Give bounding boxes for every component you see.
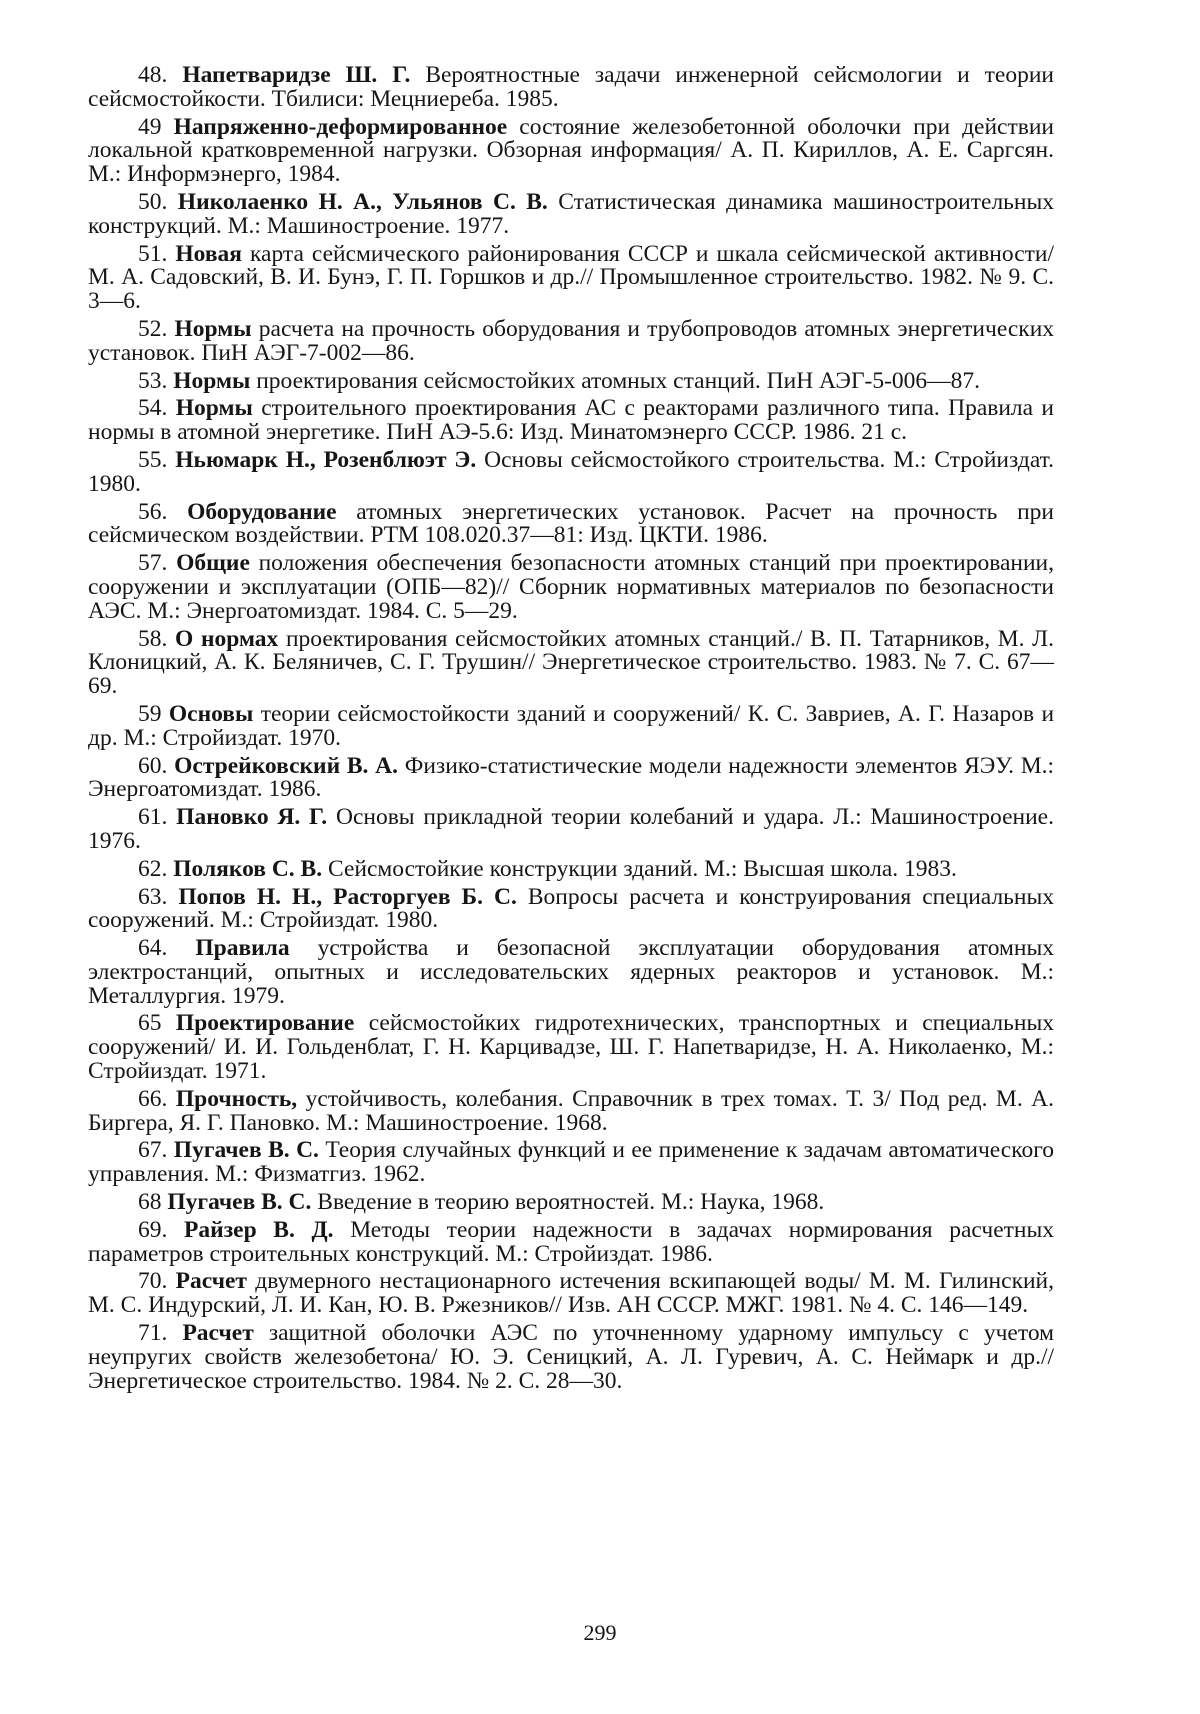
reference-bold-lead: Пугачев В. С. bbox=[167, 1189, 312, 1216]
reference-text: состояние железобетонной оболочки при действии локальной кратковременной нагрузки. Обзорная информация/ А. П. Кириллов, А. Е. Саргсян. М.: Информэнерго, 1984. bbox=[88, 113, 1054, 188]
reference-text: Теория случайных функций и ее применение к задачам автоматического управления. М.: Физматгиз. 1962. bbox=[88, 1137, 1054, 1188]
reference-number: 56. bbox=[138, 498, 168, 525]
reference-entry bbox=[88, 397, 1054, 445]
page-number: 299 bbox=[583, 1620, 617, 1645]
reference-entry bbox=[88, 552, 1054, 623]
reference-bold-lead: Нормы bbox=[175, 395, 253, 422]
reference-entry bbox=[88, 188, 1055, 239]
reference-entry bbox=[88, 1085, 1055, 1136]
reference-text: теории сейсмостойкости зданий и сооружений/ К. С. Завриев, А. Г. Назаров и др. М.: Стройиздат. 1970. bbox=[88, 700, 1055, 751]
reference-list bbox=[88, 64, 1054, 1654]
reference-number: 63. bbox=[138, 883, 168, 910]
reference-text: Методы теории надежности в задачах нормирования расчетных параметров строительных конструкций. М.: Стройиздат. 1986. bbox=[88, 1216, 1055, 1267]
reference-text: карта сейсмического районирования СССР и шкала сейсмической активности/ М. А. Садовский, В. И. Бунэ, Г. П. Горшков и др.// Промышленное строительство. 1982. № 9. С. 3—6. bbox=[88, 240, 1055, 315]
reference-entry bbox=[88, 1191, 1054, 1215]
reference-number: 60. bbox=[138, 752, 168, 779]
reference-entry bbox=[88, 700, 1055, 751]
reference-entry bbox=[88, 937, 1054, 1008]
reference-number: 48. bbox=[138, 62, 168, 88]
reference-entry bbox=[88, 752, 1055, 803]
reference-bold-lead: О нормах bbox=[175, 625, 279, 652]
reference-text: Физико-статистические модели надежности элементов ЯЭУ. М.: Энергоатомиздат. 1986. bbox=[88, 752, 1055, 803]
reference-entry bbox=[88, 446, 1055, 497]
reference-text: положения обеспечения безопасности атомных станций при проектировании, сооружении и эксплуатации (ОПБ—82)// Сборник нормативных материалов по безопасности АЭС. М.: Энергоатомиздат. 1984. С. 5—29. bbox=[88, 550, 1055, 624]
reference-number: 50. bbox=[138, 188, 168, 215]
reference-entry bbox=[88, 1012, 1054, 1083]
reference-number: 62. bbox=[138, 855, 168, 882]
reference-number: 70. bbox=[138, 1268, 168, 1295]
reference-bold-lead: Расчет bbox=[175, 1268, 247, 1295]
reference-bold-lead: Пановко Я. Г. bbox=[176, 804, 328, 831]
reference-number: 69. bbox=[138, 1216, 168, 1243]
reference-bold-lead: Попов Н. Н., Расторгуев Б. С. bbox=[178, 883, 517, 910]
reference-bold-lead: Пугачев В. С. bbox=[173, 1137, 319, 1164]
reference-number: 52. bbox=[138, 315, 168, 342]
reference-text: Основы прикладной теории колебаний и удара. Л.: Машиностроение. 1976. bbox=[88, 804, 1054, 854]
reference-number: 53. bbox=[138, 367, 168, 394]
reference-bold-lead: Основы bbox=[168, 700, 254, 727]
reference-entry bbox=[88, 498, 1054, 549]
reference-text: Статистическая динамика машиностроительных конструкций. М.: Машиностроение. 1977. bbox=[88, 188, 1055, 239]
reference-entry bbox=[88, 1322, 1054, 1393]
reference-number: 54. bbox=[138, 395, 168, 422]
reference-entry bbox=[88, 855, 1054, 882]
reference-entry bbox=[88, 315, 1055, 366]
reference-bold-lead: Ньюмарк Н., Розенблюэт Э. bbox=[175, 446, 477, 473]
reference-bold-lead: Оборудование bbox=[187, 498, 337, 525]
reference-entry bbox=[88, 806, 1054, 854]
reference-number: 71. bbox=[138, 1320, 168, 1347]
reference-number: 65 bbox=[138, 1010, 162, 1037]
reference-bold-lead: Общие bbox=[176, 550, 250, 577]
reference-text: Вероятностные задачи инженерной сейсмологии и теории сейсмостойкости. Тбилиси: Мецниереба. 1985. bbox=[88, 62, 1055, 112]
reference-text: сейсмостойких гидротехнических, транспортных и специальных сооружений/ И. И. Гольденблат, Г. Н. Карцивадзе, Ш. Г. Напетваридзе, Н. А. Николаенко, М.: Стройиздат. 1971. bbox=[88, 1010, 1054, 1085]
reference-bold-lead: Проектирование bbox=[175, 1010, 355, 1037]
reference-entry bbox=[88, 625, 1054, 700]
reference-number: 58. bbox=[138, 625, 168, 652]
reference-number: 55. bbox=[138, 446, 168, 473]
reference-number: 64. bbox=[138, 935, 168, 962]
reference-entry bbox=[88, 1216, 1055, 1267]
reference-bold-lead: Напряженно-деформированное bbox=[173, 113, 508, 140]
reference-bold-lead: Новая bbox=[175, 240, 242, 267]
reference-bold-lead: Прочность, bbox=[175, 1085, 298, 1112]
reference-number: 57. bbox=[138, 550, 168, 577]
reference-text: устойчивость, колебания. Справочник в трех томах. Т. 3/ Под ред. М. А. Биргера, Я. Г. Пановко. М.: Машиностроение. 1968. bbox=[88, 1085, 1055, 1136]
reference-text: Основы сейсмостойкого строительства. М.: Стройиздат. 1980. bbox=[88, 446, 1055, 497]
reference-number: 61. bbox=[138, 804, 168, 831]
reference-text: проектирования сейсмостойких атомных станций. ПиН АЭГ-5-006—87. bbox=[256, 367, 981, 394]
reference-bold-lead: Николаенко Н. А., Ульянов С. В. bbox=[177, 188, 548, 215]
reference-text: двумерного нестационарного истечения вскипающей воды/ М. М. Гилинский, М. С. Индурский, Л. И. Кан, Ю. В. Ржезников// Изв. АН СССР. МЖГ. 1981. № 4. С. 146—149. bbox=[88, 1268, 1055, 1319]
reference-text: атомных энергетических установок. Расчет на прочность при сейсмическом воздействии. РТМ 108.020.37—81: Изд. ЦКТИ. 1986. bbox=[88, 498, 1054, 549]
reference-bold-lead: Нормы bbox=[173, 367, 251, 394]
reference-entry bbox=[88, 64, 1054, 112]
reference-text: защитной оболочки АЭС по уточненному ударному импульсу с учетом неупругих свойств железобетона/ Ю. Э. Сеницкий, А. Л. Гуревич, А. С. Неймарк и др.// Энергетическое строительство. 1984. № 2. С. 28—30. bbox=[88, 1320, 1054, 1394]
reference-text: проектирования сейсмостойких атомных станций./ В. П. Татарников, М. Л. Клоницкий, А. К. Беляничев, С. Г. Трушин// Энергетическое строительство. 1983. № 7. С. 67—69. bbox=[88, 625, 1054, 700]
reference-entry bbox=[88, 1139, 1054, 1187]
reference-bold-lead: Правила bbox=[195, 935, 290, 962]
reference-entry bbox=[88, 240, 1055, 315]
reference-entry bbox=[88, 367, 1054, 394]
reference-text: Вопросы расчета и конструирования специальных сооружений. М.: Стройиздат. 1980. bbox=[88, 883, 1054, 934]
reference-bold-lead: Расчет bbox=[182, 1320, 254, 1347]
reference-text: расчета на прочность оборудования и трубопроводов атомных энергетических установок. ПиН АЭГ-7-002—86. bbox=[88, 315, 1055, 366]
reference-bold-lead: Острейковский В. А. bbox=[174, 752, 399, 779]
reference-number: 68 bbox=[138, 1189, 162, 1216]
reference-bold-lead: Райзер В. Д. bbox=[184, 1216, 334, 1243]
reference-number: 67. bbox=[138, 1137, 168, 1164]
reference-text: Введение в теорию вероятностей. М.: Наука, 1968. bbox=[317, 1189, 825, 1216]
reference-number: 66. bbox=[138, 1085, 168, 1112]
reference-text: устройства и безопасной эксплуатации оборудования атомных электростанций, опытных и исследовательских ядерных реакторов и установок. М.: Металлургия. 1979. bbox=[88, 935, 1055, 1009]
reference-entry bbox=[88, 113, 1054, 188]
reference-number: 49 bbox=[138, 113, 162, 140]
reference-entry bbox=[88, 883, 1054, 934]
reference-text: строительного проектирования АС с реакторами различного типа. Правила и нормы в атомной энергетике. ПиН АЭ-5.6: Изд. Минатомэнерго СССР. 1986. 21 с. bbox=[88, 395, 1055, 446]
reference-number: 59 bbox=[138, 700, 162, 727]
reference-bold-lead: Напетваридзе Ш. Г. bbox=[182, 62, 411, 88]
reference-bold-lead: Нормы bbox=[174, 315, 252, 342]
reference-number: 51. bbox=[138, 240, 168, 267]
reference-bold-lead: Поляков С. В. bbox=[173, 855, 323, 882]
reference-entry bbox=[88, 1270, 1054, 1318]
reference-text: Сейсмостойкие конструкции зданий. М.: Высшая школа. 1983. bbox=[327, 855, 957, 882]
